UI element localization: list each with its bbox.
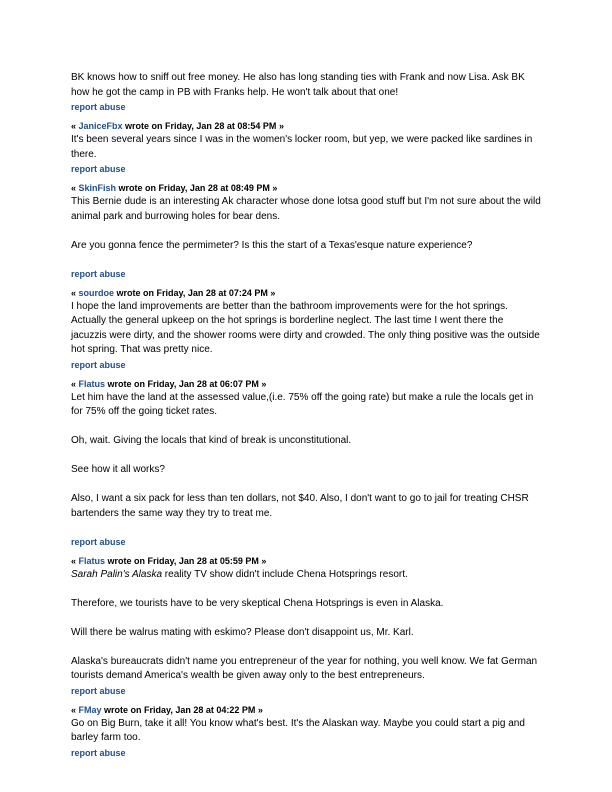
comment-text: I hope the land improvements are better than the bathroom improvements were for the hot springs. Actually the general upkeep on the hot springs is borderline neglect. The last time I went there the jacuzzis were dirty, and the shower rooms were dirty and crowded. The only thing positive was the outside hot spring. That was pretty nice.: [71, 300, 540, 355]
comment-body: [71, 391, 541, 522]
comment-text-rest: reality TV show didn't include Chena Hotsprings resort.: [162, 568, 408, 580]
comment-body: [71, 717, 541, 746]
comment-author-link[interactable]: Flatus: [78, 378, 106, 389]
comment-header: [71, 287, 541, 299]
report-abuse-link[interactable]: report abuse: [71, 268, 126, 279]
report-abuse-link[interactable]: report abuse: [71, 164, 126, 174]
comment-body: [71, 300, 541, 358]
comment: [71, 555, 541, 697]
close-guillemet: »: [269, 183, 278, 193]
comment-text: Also, I want a six pack for less than ten dollars, not $40. Also, I don't want to go to jail for treating CHSR bartenders the same way they try to treat me.: [71, 493, 529, 519]
comment-meta: wrote on Friday, Jan 28 at 08:54 PM: [122, 121, 277, 131]
comment-body: [71, 71, 541, 100]
open-guillemet: «: [71, 287, 79, 298]
report-abuse-link[interactable]: report abuse: [71, 536, 126, 547]
close-guillemet: »: [267, 287, 276, 298]
close-guillemet: »: [258, 555, 267, 566]
comment-body: [71, 568, 541, 684]
comment-text: [71, 568, 541, 583]
comment-meta: wrote on Friday, Jan 28 at 07:24 PM: [114, 287, 268, 298]
report-abuse-link[interactable]: report abuse: [71, 102, 126, 112]
comment-header: [71, 120, 541, 132]
comment-body: [71, 195, 541, 253]
comment-author-link[interactable]: JaniceFbx: [78, 121, 123, 131]
comment-header: [71, 182, 541, 194]
comment-author-link[interactable]: Flatus: [78, 555, 106, 566]
comment: [71, 182, 541, 280]
open-guillemet: «: [71, 704, 79, 715]
comment: [71, 704, 541, 759]
close-guillemet: »: [276, 121, 284, 131]
comment-header: [71, 378, 541, 390]
comment-text: Go on Big Burn, take it all! You know what's best. It's the Alaskan way. Maybe you could start a pig and barley farm too.: [71, 717, 525, 743]
comment-author-link[interactable]: sourdoe: [78, 287, 115, 298]
comment-text: Let him have the land at the assessed value,(i.e. 75% off the going rate) but make a rule the locals get in for 75% off the going ticket rates.: [71, 391, 534, 417]
open-guillemet: «: [71, 183, 79, 193]
comment-text: Oh, wait. Giving the locals that kind of break is unconstitutional.: [71, 435, 352, 446]
report-abuse-link[interactable]: report abuse: [71, 747, 126, 758]
comment: [71, 378, 541, 548]
comment-header: [71, 555, 541, 567]
show-title: Sarah Palin's Alaska: [71, 568, 163, 580]
comment-text: BK knows how to sniff out free money. He also has long standing ties with Frank and now Lisa. Ask BK how he got the camp in PB with Franks help. He won't talk about that one!: [71, 72, 525, 98]
comment-header: [71, 704, 541, 716]
comment-text: Will there be walrus mating with eskimo? Please don't disappoint us, Mr. Karl.: [71, 626, 414, 638]
comment-text: It's been several years since I was in the women's locker room, but yep, we were packed like sardines in there.: [71, 134, 533, 160]
comment-text: This Bernie dude is an interesting Ak character whose done lotsa good stuff but I'm not sure about the wild animal park and burrowing holes for bear dens.: [71, 196, 541, 222]
comment-text: Alaska's bureaucrats didn't name you entrepreneur of the year for nothing, you well know. We fat German tourists demand America's wealth be given away only to the best entrepreneurs.: [71, 655, 538, 681]
close-guillemet: »: [258, 378, 267, 389]
comment-body: [71, 133, 541, 162]
close-guillemet: »: [255, 704, 263, 715]
open-guillemet: «: [71, 555, 79, 566]
comment-text: Therefore, we tourists have to be very skeptical Chena Hotsprings is even in Alaska.: [71, 597, 444, 609]
open-guillemet: «: [71, 378, 79, 389]
comment-list: [71, 71, 541, 766]
comment-meta: wrote on Friday, Jan 28 at 05:59 PM: [105, 555, 259, 566]
comment-text: See how it all works?: [71, 464, 165, 475]
comment-author-link[interactable]: SkinFish: [78, 183, 117, 193]
report-abuse-link[interactable]: report abuse: [71, 685, 126, 696]
open-guillemet: «: [71, 121, 79, 131]
comment-author-link[interactable]: FMay: [78, 704, 102, 715]
comment-text: Are you gonna fence the permimeter? Is this the start of a Texas'esque nature experience?: [71, 239, 473, 251]
comment-meta: wrote on Friday, Jan 28 at 08:49 PM: [116, 183, 270, 193]
comment-meta: wrote on Friday, Jan 28 at 04:22 PM: [101, 704, 256, 715]
report-abuse-link[interactable]: report abuse: [71, 359, 126, 370]
comment: [71, 287, 541, 371]
comment: [71, 71, 541, 113]
comment: [71, 120, 541, 175]
comment-meta: wrote on Friday, Jan 28 at 06:07 PM: [105, 378, 259, 389]
